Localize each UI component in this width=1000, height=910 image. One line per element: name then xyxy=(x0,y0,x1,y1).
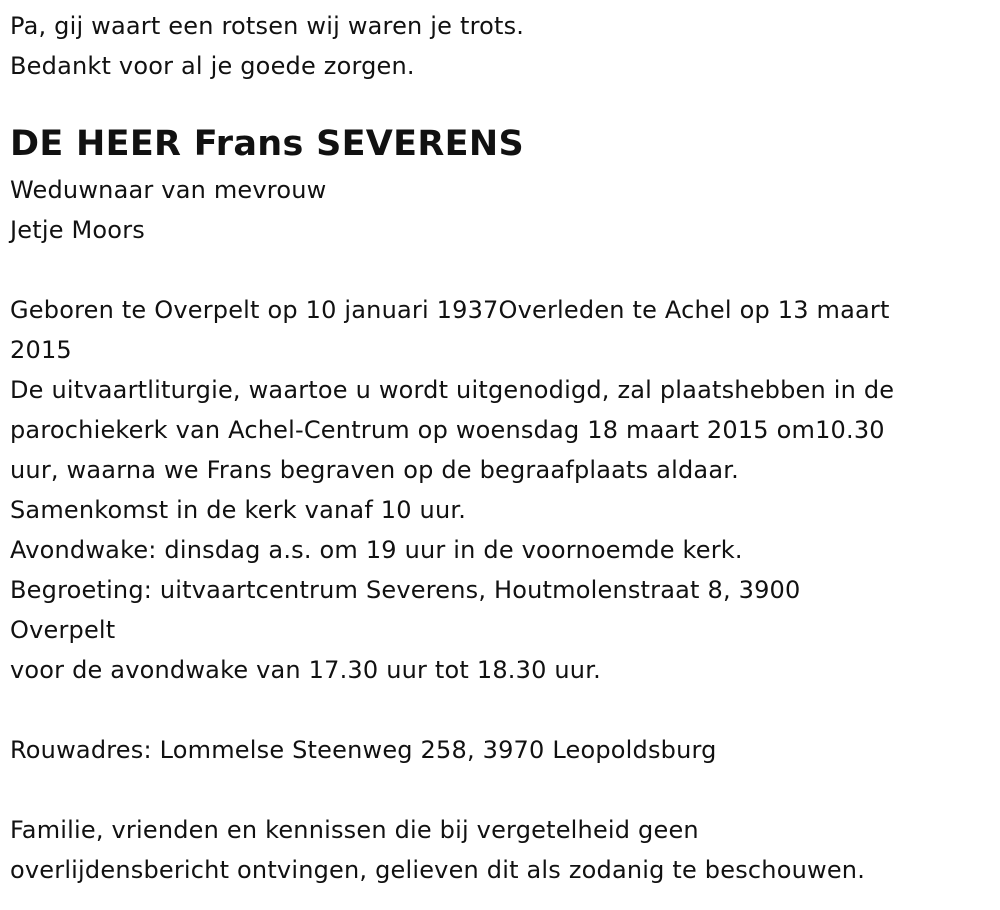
funeral-line-2: parochiekerk van Achel-Centrum op woensdag 18 maart 2015 om10.30 xyxy=(10,416,885,444)
greeting-line-3: voor de avondwake van 17.30 uur tot 18.30 uur. xyxy=(10,656,601,684)
spacer xyxy=(10,250,995,290)
intro-line-2: Bedankt voor al je goede zorgen. xyxy=(10,52,415,80)
intro-verse xyxy=(10,6,995,86)
closing-line-2: overlijdensbericht ontvingen, gelieven dit als zodanig te beschouwen. xyxy=(10,856,866,884)
spacer xyxy=(10,690,995,730)
greeting-line-2: Overpelt xyxy=(10,616,116,644)
born-died-line-2: 2015 xyxy=(10,336,72,364)
greeting-line-1: Begroeting: uitvaartcentrum Severens, Houtmolenstraat 8, 3900 xyxy=(10,576,801,604)
funeral-details xyxy=(10,290,995,690)
closing-note xyxy=(10,810,995,890)
born-died-line-1: Geboren te Overpelt op 10 januari 1937Overleden te Achel op 13 maart xyxy=(10,296,890,324)
funeral-line-3: uur, waarna we Frans begraven op de begraafplaats aldaar. xyxy=(10,456,739,484)
relation-line: Weduwnaar van mevrouw xyxy=(10,176,327,204)
spacer xyxy=(10,770,995,810)
spouse-name: Jetje Moors xyxy=(10,216,145,244)
mourning-address: Rouwadres: Lommelse Steenweg 258, 3970 Leopoldsburg xyxy=(10,736,717,764)
wake-line: Avondwake: dinsdag a.s. om 19 uur in de voornoemde kerk. xyxy=(10,536,743,564)
deceased-name: DE HEER Frans SEVERENS xyxy=(10,124,524,164)
intro-line-1: Pa, gij waart een rotsen wij waren je trots. xyxy=(10,12,525,40)
gathering-line: Samenkomst in de kerk vanaf 10 uur. xyxy=(10,496,467,524)
obituary-notice xyxy=(10,0,995,890)
closing-line-1: Familie, vrienden en kennissen die bij vergetelheid geen xyxy=(10,816,699,844)
funeral-line-1: De uitvaartliturgie, waartoe u wordt uitgenodigd, zal plaatshebben in de xyxy=(10,376,895,404)
